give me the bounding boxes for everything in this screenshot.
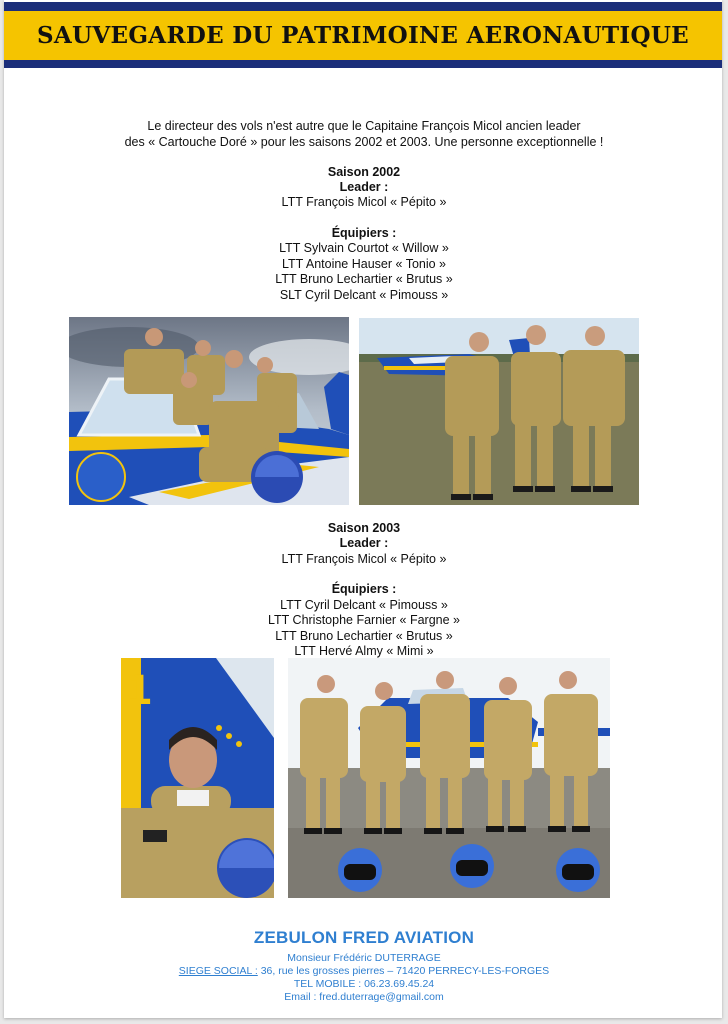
banner-navy-stripe-bottom xyxy=(4,60,722,68)
season-2003-member: LTT Christophe Farnier « Fargne » xyxy=(268,613,460,627)
footer-siege-label: SIEGE SOCIAL : xyxy=(178,965,258,977)
photo-2002-team-standing xyxy=(359,318,639,505)
season-2002-leader-label: Leader : xyxy=(339,180,389,194)
banner-navy-stripe-top xyxy=(4,2,722,11)
season-2002-member: LTT Antoine Hauser « Tonio » xyxy=(282,257,446,271)
footer-siege xyxy=(0,964,728,978)
photo-2002-team-on-aircraft xyxy=(69,317,349,505)
intro-line-1: Le directeur des vols n'est autre que le Capitaine François Micol ancien leader xyxy=(147,119,581,133)
season-2002-leader: LTT François Micol « Pépito » xyxy=(281,195,447,209)
season-2003-leader-label: Leader : xyxy=(339,536,389,550)
season-2003-team-label: Équipiers : xyxy=(331,582,397,596)
photo-2003-leader-portrait xyxy=(121,658,274,898)
season-2002-member: LTT Bruno Lechartier « Brutus » xyxy=(275,272,453,286)
footer-brand: ZEBULON FRED AVIATION xyxy=(253,928,475,947)
season-2002-member: SLT Cyril Delcant « Pimouss » xyxy=(279,288,449,302)
season-2003-leader: LTT François Micol « Pépito » xyxy=(281,552,447,566)
footer-email: Email : fred.duterrage@gmail.com xyxy=(284,991,444,1003)
intro-line-2: des « Cartouche Doré » pour les saisons 2002 et 2003. Une personne exceptionnelle ! xyxy=(124,135,604,149)
season-2002-team-label: Équipiers : xyxy=(331,226,397,240)
footer-contact-name: Monsieur Frédéric DUTERRAGE xyxy=(287,952,441,964)
season-2002-heading: Saison 2002 xyxy=(327,165,401,179)
season-2003-heading: Saison 2003 xyxy=(327,521,401,535)
season-2003-member: LTT Bruno Lechartier « Brutus » xyxy=(275,629,453,643)
photo-2003-team-of-five xyxy=(288,658,610,898)
footer-tel: TEL MOBILE : 06.23.69.45.24 xyxy=(293,978,435,990)
footer-siege-address: 36, rue les grosses pierres – 71420 PERRECY-LES-FORGES xyxy=(257,965,550,977)
season-2002-member: LTT Sylvain Courtot « Willow » xyxy=(279,241,449,255)
header-banner xyxy=(4,2,722,68)
tail-number: 1 xyxy=(125,668,153,714)
season-2003-member: LTT Hervé Almy « Mimi » xyxy=(294,644,434,658)
season-2003-member: LTT Cyril Delcant « Pimouss » xyxy=(280,598,448,612)
banner-title: SAUVEGARDE DU PATRIMOINE AERONAUTIQUE xyxy=(36,22,690,49)
